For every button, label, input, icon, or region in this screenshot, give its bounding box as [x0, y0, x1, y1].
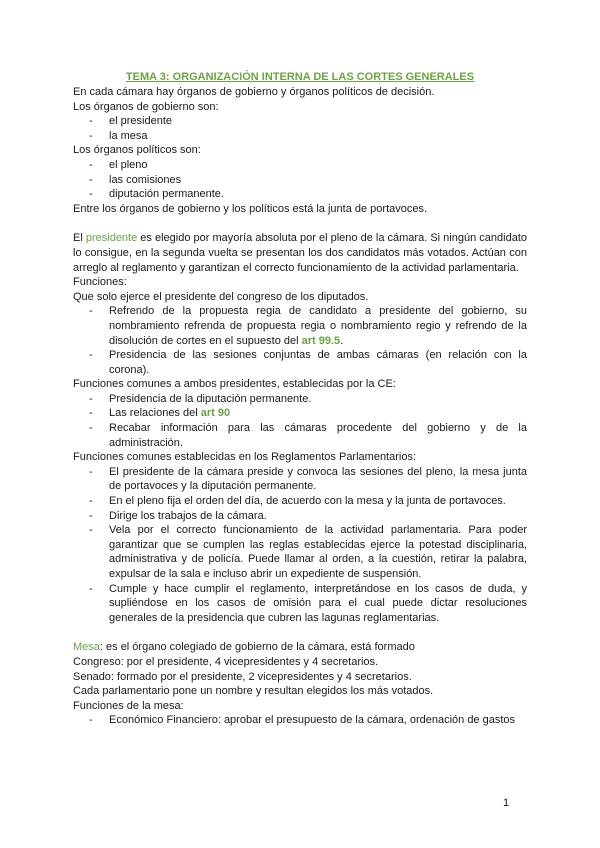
list-item: - Las relaciones del art 90 — [89, 407, 231, 420]
ce-heading: Funciones comunes a ambos presidentes, establecidas por la CE: — [73, 378, 396, 391]
list-item: - el presidente — [89, 115, 172, 128]
gobierno-heading: Los órganos de gobierno son: — [73, 100, 219, 113]
bullet-dash: - — [89, 129, 93, 142]
politicos-heading: Los órganos políticos son: — [73, 144, 201, 157]
gobierno-list — [73, 114, 527, 143]
list-item: - Presidencia de las sesiones conjuntas de ambas cámaras (en relación con la corona). — [89, 349, 527, 376]
list-item: - Cumple y hace cumplir el reglamento, interpretándose en los casos de duda, y supliéndose en los casos de omisión para el cual puede dictar resoluciones generales de la presidencia que cubren las lagunas reglamentarias. — [89, 582, 527, 624]
bullet-dash: - — [89, 582, 93, 595]
bullet-dash: - — [89, 407, 93, 420]
bullet-dash: - — [89, 495, 93, 508]
list-item: - Económico Financiero: aprobar el presupuesto de la cámara, ordenación de gastos — [89, 714, 516, 727]
reglamentos-heading: Funciones comunes establecidas en los Reglamentos Parlamentarios: — [73, 451, 417, 464]
bullet-dash: - — [89, 509, 93, 522]
mesa-eleccion-line: Cada parlamentario pone un nombre y resultan elegidos los más votados. — [73, 685, 434, 698]
bullet-dash: - — [89, 188, 93, 201]
funciones-label: Funciones: — [73, 276, 127, 289]
congreso-list — [73, 304, 527, 377]
bullet-dash: - — [89, 465, 93, 478]
bullet-dash: - — [89, 158, 93, 171]
bullet-dash: - — [89, 714, 93, 727]
mesa-senado-line: Senado: formado por el presidente, 2 vicepresidentes y 4 secretarios. — [73, 670, 412, 683]
list-item: - Recabar información para las cámaras procedente del gobierno y de la administración. — [89, 422, 527, 449]
ce-list — [73, 392, 527, 450]
list-item: - Dirige los trabajos de la cámara. — [89, 509, 267, 522]
list-item: - Presidencia de la diputación permanente. — [89, 392, 312, 405]
bullet-dash: - — [89, 305, 93, 318]
mesa-funciones-list — [73, 713, 527, 728]
mesa-congreso-line: Congreso: por el presidente, 4 vicepresidentes y 4 secretarios. — [73, 655, 379, 668]
portavoces-paragraph: Entre los órganos de gobierno y los políticos está la junta de portavoces. — [73, 202, 428, 215]
list-item: - las comisiones — [89, 173, 182, 186]
list-item: - diputación permanente. — [89, 188, 224, 201]
article-reference: art 99.5 — [301, 334, 341, 347]
bullet-dash: - — [89, 524, 93, 537]
list-item: - En el pleno fija el orden del día, de acuerdo con la mesa y la junta de portavoces. — [89, 495, 506, 508]
list-item: - Vela por el correcto funcionamiento de la actividad parlamentaria. Para poder garantizar que se cumplen las reglas establecidas ejerce la potestad disciplinaria, administrativa y de policía. Puede llamar al orden, a la cuestión, retirar la palabra, expulsar de la sala e incluso abrir un expediente de suspensión. — [89, 524, 527, 580]
bullet-dash: - — [89, 173, 93, 186]
page-number: 1 — [503, 797, 510, 809]
bullet-dash: - — [89, 115, 93, 128]
page-title: TEMA 3: ORGANIZACIÓN INTERNA DE LAS CORTES GENERALES — [125, 71, 475, 83]
bullet-dash: - — [89, 392, 93, 405]
article-reference: art 90 — [200, 407, 231, 420]
intro-paragraph: En cada cámara hay órganos de gobierno y órganos políticos de decisión. — [73, 86, 435, 98]
list-item: - El presidente de la cámara preside y convoca las sesiones del pleno, la mesa junta de portavoces y la diputación permanente. — [89, 465, 527, 493]
mesa-funciones-heading: Funciones de la mesa: — [73, 699, 184, 712]
presidente-term: presidente — [85, 232, 138, 245]
bullet-dash: - — [89, 422, 93, 435]
section-spacer — [73, 625, 527, 640]
bullet-dash: - — [89, 349, 93, 362]
section-spacer — [73, 216, 527, 231]
congreso-heading: Que solo ejerce el presidente del congreso de los diputados. — [73, 290, 369, 303]
list-item: - Refrendo de la propuesta regia de candidato a presidente del gobierno, su nombramiento refrenda de propuesta regia o nombramiento regio y refrendo de la disolución de cortes en el supuesto del art 99.5. — [89, 305, 527, 347]
page-content — [73, 70, 527, 728]
mesa-term: Mesa — [73, 641, 100, 654]
mesa-paragraph: Mesa: es el órgano colegiado de gobierno de la cámara, está formado — [73, 641, 415, 654]
list-item: - el pleno — [89, 158, 148, 171]
reglamentos-list — [73, 465, 527, 626]
presidente-paragraph: El presidente es elegido por mayoría absoluta por el pleno de la cámara. Si ningún candidato lo consigue, en la segunda vuelta se presentan los dos candidatos más votados. Actúan con arreglo al reglamento y garantizan el correcto funcionamiento de la actividad parlamentaria. — [73, 232, 527, 274]
politicos-list — [73, 158, 527, 202]
list-item: - la mesa — [89, 129, 148, 142]
